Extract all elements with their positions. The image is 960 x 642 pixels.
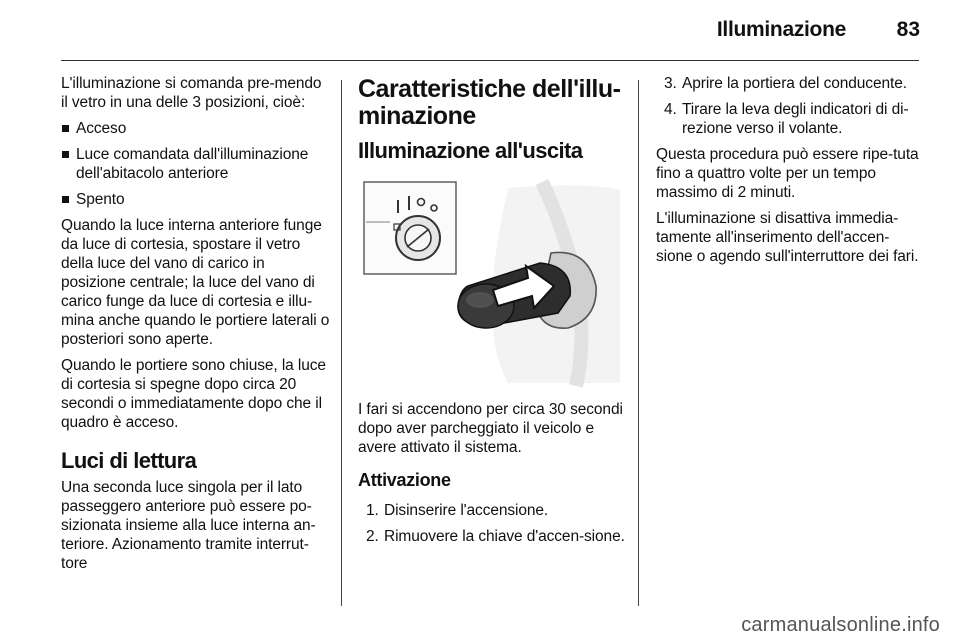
reading-lights-heading: Luci di lettura <box>61 448 197 473</box>
front-light-paragraph: Quando la luce interna anteriore funge da luce di cortesia, spostare il vetro della luce del vano di carico in posizione centrale; la luce del vano di carico funge da luce di cortesia e illu-mina anche quando le portiere laterali o posteriori sono aperte. <box>61 217 330 348</box>
disable-paragraph: L'illuminazione si disattiva immedia-tamente all'inserimento dell'accen-sione o agendo sull'interruttore dei fari. <box>656 210 919 265</box>
reading-lights-paragraph: Una seconda luce singola per il lato passeggero anteriore può essere po-sizionata insieme alla luce interna an-teriore. Azionamento tramite interrut-tore <box>61 479 316 572</box>
step-text: Rimuovere la chiave d'accen-sione. <box>384 528 625 545</box>
step-number: 2. <box>366 528 379 545</box>
exit-lighting-paragraph: I fari si accendono per circa 30 secondi dopo aver parcheggiato il veicolo e avere attivato il sistema. <box>358 401 623 456</box>
column-divider-right <box>638 80 639 606</box>
step-number: 4. <box>664 101 677 118</box>
list-item <box>358 501 628 520</box>
section-title: Illuminazione <box>716 18 846 41</box>
watermark-link[interactable]: carmanualsonline.info <box>741 614 940 636</box>
step-text: Aprire la portiera del conducente. <box>682 75 907 92</box>
list-item <box>656 74 924 93</box>
activation-steps <box>358 501 628 546</box>
column-divider-left <box>341 80 342 606</box>
column-left <box>61 74 331 580</box>
list-item: Luce comandata dall'illuminazione dell'abitacolo anteriore <box>61 145 331 183</box>
step-number: 3. <box>664 75 677 92</box>
activation-heading: Attivazione <box>358 470 451 490</box>
column-right <box>656 74 924 273</box>
list-item <box>358 527 628 546</box>
activation-steps-continued <box>656 74 924 138</box>
column-middle <box>358 74 628 553</box>
header-rule <box>61 60 919 61</box>
list-item <box>656 100 924 138</box>
page-number: 83 <box>896 18 920 41</box>
step-number: 1. <box>366 502 379 519</box>
list-item: Acceso <box>61 119 331 138</box>
turn-signal-lever-illustration <box>358 178 622 388</box>
step-text: Disinserire l'accensione. <box>384 502 549 519</box>
positions-list <box>61 119 331 209</box>
list-item: Spento <box>61 190 331 209</box>
repeat-paragraph: Questa procedura può essere ripe-tuta fino a quattro volte per un tempo massimo di 2 minuti. <box>656 146 919 201</box>
doors-closed-paragraph: Quando le portiere sono chiuse, la luce di cortesia si spegne dopo circa 20 secondi o immediatamente dopo che il quadro è acceso. <box>61 357 326 431</box>
exit-lighting-heading: Illuminazione all'uscita <box>358 138 583 163</box>
step-text: Tirare la leva degli indicatori di di-rezione verso il volante. <box>682 101 909 137</box>
features-heading: Caratteristiche dell'illu-minazione <box>358 75 621 130</box>
intro-paragraph: L'illuminazione si comanda pre-mendo il vetro in una delle 3 posizioni, cioè: <box>61 75 322 111</box>
